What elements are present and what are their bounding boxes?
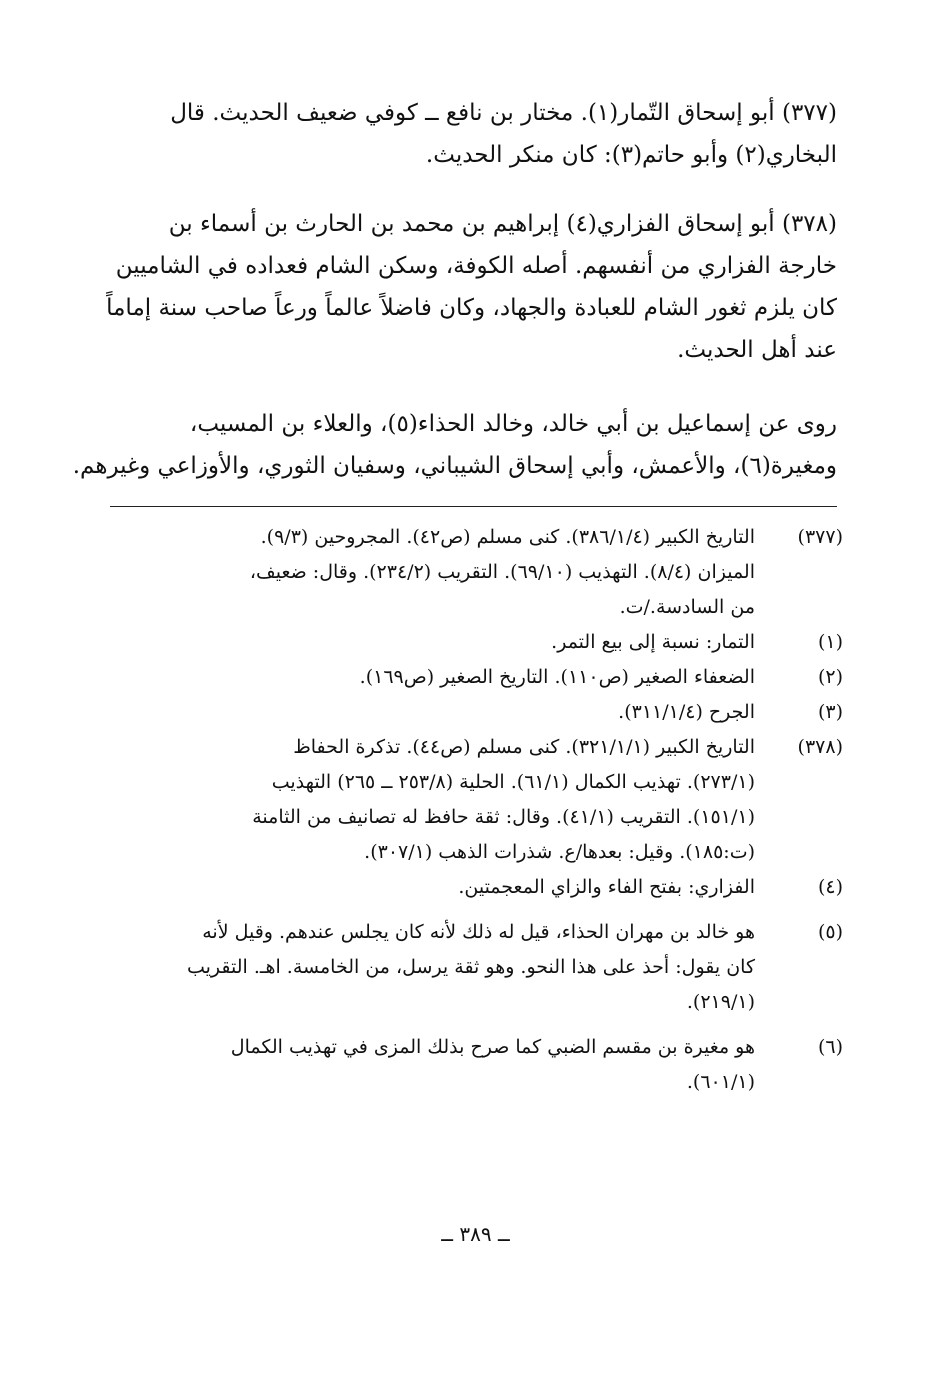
footnote-number: (٣) [817, 701, 843, 723]
footnote-line: هو مغيرة بن مقسم الضبي كما صرح بذلك المزى في تهذيب الكمال [230, 1036, 755, 1058]
footnote-number: (٢) [817, 666, 843, 688]
entry-line: (٣٧٨) أبو إسحاق الفزاري(٤) إبراهيم بن محمد بن الحارث بن أسماء بن [168, 211, 837, 237]
footnote-line: الفزاري: بفتح الفاء والزاي المعجمتين. [458, 876, 755, 898]
footnote-5 [113, 915, 843, 1020]
footnote-separator [110, 506, 837, 507]
footnote-line: هو خالد بن مهران الحذاء، قيل له ذلك لأنه كان يجلس عندهم. وقيل لأنه [202, 921, 755, 943]
footnote-line: الجرح (٣١١/١/٤). [618, 701, 755, 723]
entry-line: روى عن إسماعيل بن أبي خالد، وخالد الحذاء(٥)، والعلاء بن المسيب، [189, 411, 837, 437]
footnote-line: من السادسة./ت. [619, 596, 755, 618]
entry-378-narrations [72, 403, 837, 487]
footnote-4 [113, 870, 843, 905]
footnote-line: الضعفاء الصغير (ص١١٠). التاريخ الصغير (ص١٦٩). [359, 666, 755, 688]
footnotes [113, 520, 843, 1100]
footnote-line: التمار: نسبة إلى بيع التمر. [551, 631, 755, 653]
footnote-text [113, 915, 755, 1020]
entry-line: كان يلزم ثغور الشام للعبادة والجهاد، وكان فاضلاً عالماً ورعاً صاحب سنة إماماً [106, 295, 837, 321]
footnote-377 [113, 520, 843, 625]
footnote-line: التاريخ الكبير (٣٢١/١/١). كنى مسلم (ص٤٤). تذكرة الحفاظ [293, 736, 755, 758]
page-number: ــ ٣٨٩ ــ [441, 1222, 510, 1246]
footnote-text [113, 730, 755, 870]
footnote-line: (ت:١٨٥). وقيل: بعدها/ع. شذرات الذهب (٣٠٧/١). [364, 841, 755, 863]
footnote-text [113, 660, 755, 695]
footnote-number: (٥) [817, 921, 843, 943]
entry-line: ومغيرة(٦)، والأعمش، وأبي إسحاق الشيباني، وسفيان الثوري، والأوزاعي وغيرهم. [72, 453, 837, 479]
entry-377 [113, 92, 837, 176]
footnote-text [113, 1030, 755, 1100]
footnote-378 [113, 730, 843, 870]
footnote-line: (٢٧٣/١). تهذيب الكمال (٦١/١). الحلية (٢٥٣/٨ ــ ٢٦٥) التهذيب [271, 771, 755, 793]
footnote-line: كان يقول: أحذ على هذا النحو. وهو ثقة يرسل، من الخامسة. اهـ. التقريب [186, 956, 755, 978]
footnote-line: التاريخ الكبير (٣٨٦/١/٤). كنى مسلم (ص٤٢). المجروحين (٩/٣). [260, 526, 755, 548]
footnote-text [113, 625, 755, 660]
footnote-line: (٦٠١/١). [686, 1071, 755, 1093]
footnote-number: (٦) [817, 1036, 843, 1058]
footnote-number: (٣٧٨) [797, 736, 843, 758]
footnote-1 [113, 625, 843, 660]
footnote-text [113, 695, 755, 730]
footnote-line: (٢١٩/١). [686, 991, 755, 1013]
footnote-number: (٣٧٧) [797, 526, 843, 548]
entry-line: عند أهل الحديث. [677, 337, 837, 363]
entry-378 [106, 203, 837, 371]
footnote-line: (١٥١/١). التقريب (٤١/١). وقال: ثقة حافظ له تصانيف من الثامنة [252, 806, 755, 828]
entry-line: خارجة الفزاري من أنفسهم. أصله الكوفة، وسكن الشام فعداده في الشاميين [115, 253, 837, 279]
footnote-text [113, 520, 755, 625]
footnote-2 [113, 660, 843, 695]
footnote-text [113, 870, 755, 905]
entry-line: البخاري(٢) وأبو حاتم(٣): كان منكر الحديث. [425, 142, 837, 168]
footnote-line: الميزان (٨/٤). التهذيب (٦٩/١٠). التقريب (٢٣٤/٢). وقال: ضعيف، [249, 561, 755, 583]
footnote-6 [113, 1030, 843, 1100]
footnote-number: (١) [817, 631, 843, 653]
footnote-number: (٤) [817, 876, 843, 898]
footnote-3 [113, 695, 843, 730]
entry-line: (٣٧٧) أبو إسحاق التّمار(١). مختار بن نافع ــ كوفي ضعيف الحديث. قال [170, 100, 837, 126]
